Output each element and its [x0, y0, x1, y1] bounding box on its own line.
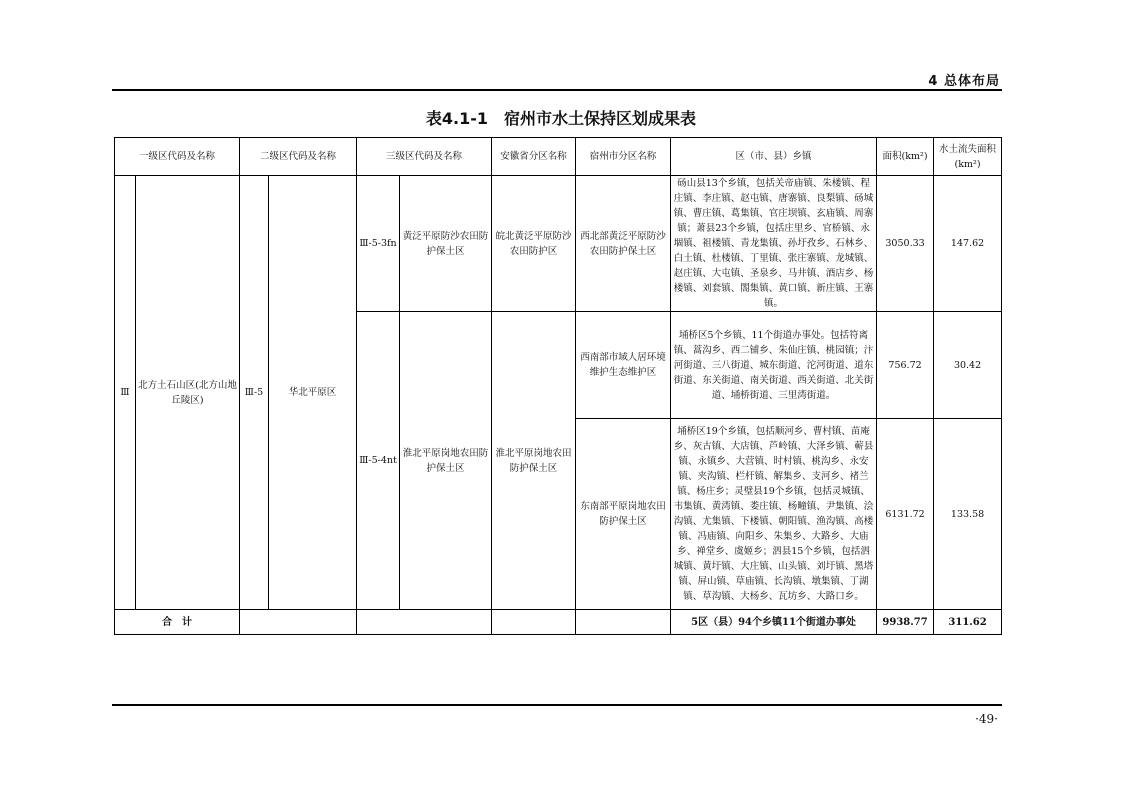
- erosion-cell: 147.62: [934, 176, 1002, 312]
- area-cell: 756.72: [877, 312, 934, 419]
- level2-code: Ⅲ-5: [240, 176, 269, 610]
- city-zone: 东南部平原岗地农田防护保土区: [576, 419, 671, 610]
- col-header-level2: 二级区代码及名称: [240, 138, 357, 176]
- table-title-text: 宿州市水土保持区划成果表: [504, 109, 697, 128]
- header-rule: [112, 89, 1002, 91]
- level3-name: 黄泛平原防沙农田防护保土区: [400, 176, 492, 312]
- col-header-erosion: 水土流失面积(km²): [934, 138, 1002, 176]
- empty-cell: [357, 610, 492, 635]
- towns-cell: 砀山县13个乡镇，包括关帝庙镇、朱楼镇、程庄镇、李庄镇、赵屯镇、唐寨镇、良梨镇、砀城镇、曹庄镇、葛集镇、官庄坝镇、玄庙镇、周寨镇；萧县23个乡镇，包括庄里乡、官桥镇、永堌镇、祖楼镇、青龙集镇、孙圩孜乡、石林乡、白土镇、杜楼镇、丁里镇、张庄寨镇、龙城镇、赵庄镇、大屯镇、圣泉乡、马井镇、酒店乡、杨楼镇、刘套镇、閤集镇、黄口镇、新庄镇、王寨镇。: [671, 176, 877, 312]
- footer-rule: [112, 704, 1002, 706]
- level2-name: 华北平原区: [269, 176, 357, 610]
- erosion-cell: 133.58: [934, 419, 1002, 610]
- zoning-table: [114, 137, 1002, 635]
- area-cell: 6131.72: [877, 419, 934, 610]
- table-number: 表4.1-1: [425, 109, 489, 128]
- empty-cell: [240, 610, 357, 635]
- province-zone: 皖北黄泛平原防沙农田防护区: [492, 176, 576, 312]
- total-row: [115, 610, 1002, 635]
- province-zone: 淮北平原岗地农田防护保土区: [492, 312, 576, 610]
- chapter-header: 4 总体布局: [928, 74, 1000, 89]
- level1-name: 北方土石山区(北方山地丘陵区): [136, 176, 240, 610]
- total-area: 9938.77: [877, 610, 934, 635]
- level1-code: Ⅲ: [115, 176, 136, 610]
- total-label: 合 计: [115, 610, 240, 635]
- towns-cell: 埇桥区19个乡镇，包括顺河乡、曹村镇、苗庵乡、灰古镇、大店镇、芦岭镇、大泽乡镇、蕲县镇、永镇乡、大营镇、时村镇、桃沟乡、永安镇、夹沟镇、栏杆镇、解集乡、支河乡、褚兰镇、杨庄乡；灵璧县19个乡镇，包括灵城镇、韦集镇、黄湾镇、娄庄镇、杨疃镇、尹集镇、浍沟镇、尤集镇、下楼镇、朝阳镇、渔沟镇、高楼镇、冯庙镇、向阳乡、朱集乡、大路乡、大庙乡、禅堂乡、虞姬乡；泗县15个乡镇，包括泗城镇、黄圩镇、大庄镇、山头镇、刘圩镇、黑塔镇、屏山镇、草庙镇、长沟镇、墩集镇、丁湖镇、草沟镇、大杨乡、瓦坊乡、大路口乡。: [671, 419, 877, 610]
- col-header-area: 面积(km²): [877, 138, 934, 176]
- empty-cell: [492, 610, 576, 635]
- empty-cell: [576, 610, 671, 635]
- erosion-cell: 30.42: [934, 312, 1002, 419]
- table-title: [0, 106, 1122, 129]
- col-header-province: 安徽省分区名称: [492, 138, 576, 176]
- page-number: ·49·: [975, 712, 998, 726]
- area-cell: 3050.33: [877, 176, 934, 312]
- total-towns: 5区（县）94个乡镇11个街道办事处: [671, 610, 877, 635]
- city-zone: 西北部黄泛平原防沙农田防护保土区: [576, 176, 671, 312]
- city-zone: 西南部市域人居环境维护生态维护区: [576, 312, 671, 419]
- col-header-city: 宿州市分区名称: [576, 138, 671, 176]
- col-header-level1: 一级区代码及名称: [115, 138, 240, 176]
- total-erosion: 311.62: [934, 610, 1002, 635]
- col-header-towns: 区（市、县）乡镇: [671, 138, 877, 176]
- level3-code: Ⅲ-5-3fn: [357, 176, 400, 312]
- level3-name: 淮北平原岗地农田防护保土区: [400, 312, 492, 610]
- towns-cell: 埇桥区5个乡镇、11个街道办事处。包括符离镇、蒿沟乡、西二铺乡、朱仙庄镇、桃园镇；汴河街道、三八街道、城东街道、沱河街道、道东街道、东关街道、南关街道、西关街道、北关街道、埇桥街道、三里湾街道。: [671, 312, 877, 419]
- table-row: [115, 176, 1002, 312]
- col-header-level3: 三级区代码及名称: [357, 138, 492, 176]
- table-header-row: [115, 138, 1002, 176]
- level3-code: Ⅲ-5-4nt: [357, 312, 400, 610]
